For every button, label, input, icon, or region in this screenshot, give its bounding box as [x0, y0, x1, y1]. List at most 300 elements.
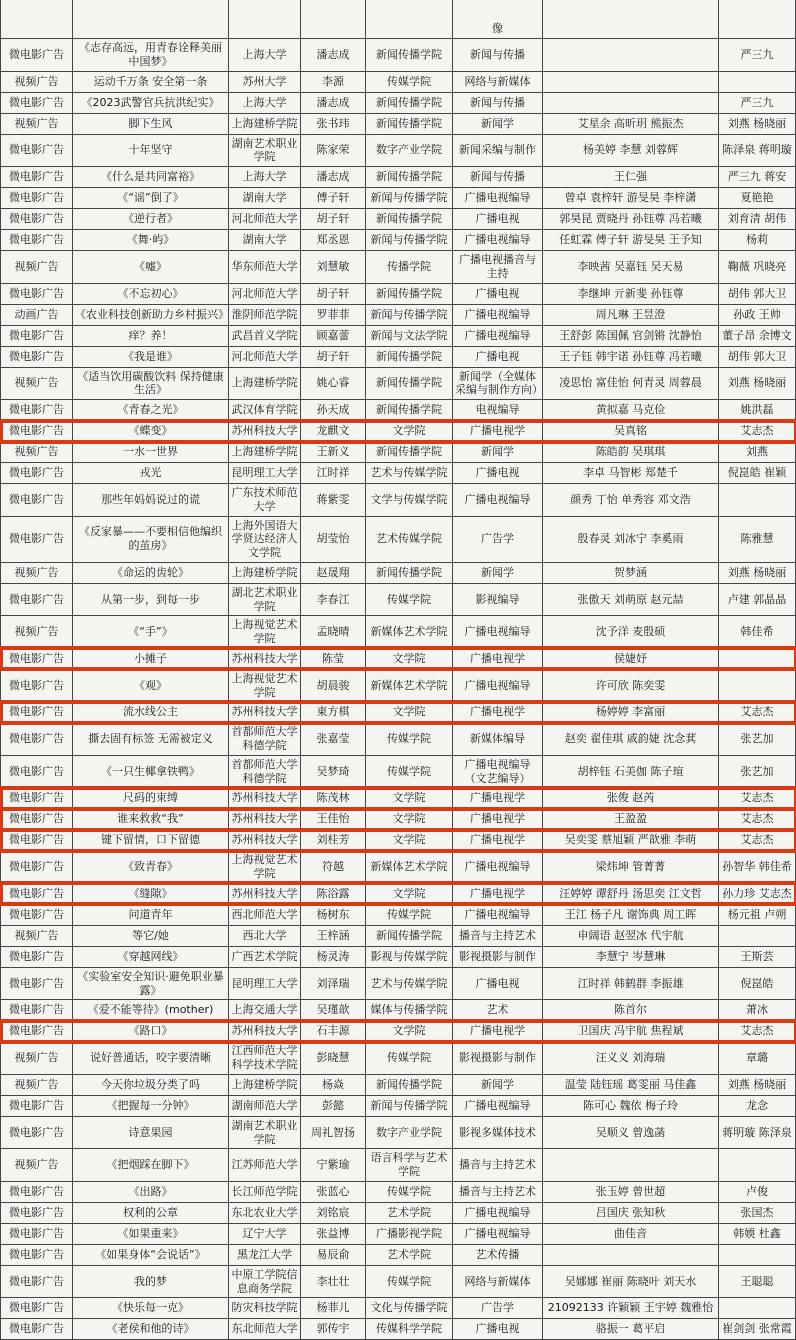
- cell-school: 上海外国语大学贤达经济人文学院: [229, 516, 301, 562]
- cell-major: 广播电视: [453, 283, 543, 304]
- cell-school: 湖南艺术职业学院: [229, 1116, 301, 1149]
- cell-advisors: 刘燕: [719, 442, 796, 463]
- cell-author: 宁紫瑜: [301, 1149, 366, 1182]
- cell-members: 郭昊昆 贾晓丹 孙钰尊 冯若曦: [543, 209, 719, 230]
- cell-major: 广播电视: [453, 1319, 543, 1340]
- cell-major: 播音与主持艺术: [453, 1181, 543, 1202]
- cell-author: 傅子轩: [301, 188, 366, 209]
- cell-school: 河北师范大学: [229, 209, 301, 230]
- cell-advisors: 孙智华 韩佳希: [719, 851, 796, 884]
- cell-advisors: [719, 925, 796, 946]
- cell-major: 新闻学（全媒体采编与制作方向）: [453, 367, 543, 400]
- table-row: [1, 251, 796, 284]
- cell-members: 李慧宁 岑慧琳: [543, 946, 719, 967]
- cell-advisors: 严三九 蒋安: [719, 167, 796, 188]
- cell-major: 广播电视学: [453, 883, 543, 904]
- cell-type: 微电影广告: [1, 1000, 73, 1021]
- cell-author: 符越: [301, 851, 366, 884]
- cell-major: 新闻学: [453, 1074, 543, 1095]
- cell-type: 微电影广告: [1, 946, 73, 967]
- table-row: [1, 1223, 796, 1244]
- cell-college: 新闻与传播学院: [366, 188, 453, 209]
- cell-major: 广告学: [453, 1298, 543, 1319]
- cell-college: 新媒体艺术学院: [366, 669, 453, 702]
- cell-college: 传媒学院: [366, 1265, 453, 1298]
- cell-advisors: 夏艳艳: [719, 188, 796, 209]
- cell-college: 新闻传播学院: [366, 562, 453, 583]
- cell-author: [301, 0, 366, 39]
- table-row: [1, 562, 796, 583]
- cell-advisors: 张艺加: [719, 755, 796, 788]
- cell-school: 湖南大学: [229, 230, 301, 251]
- cell-type: 视频广告: [1, 1042, 73, 1075]
- cell-type: 微电影广告: [1, 1181, 73, 1202]
- cell-members: 殷春灵 刘冰宁 李奚雨: [543, 516, 719, 562]
- cell-type: 视频广告: [1, 71, 73, 92]
- cell-major: 新媒体编导: [453, 723, 543, 756]
- cell-school: 上海建桥学院: [229, 562, 301, 583]
- cell-author: 刘铭宸: [301, 1202, 366, 1223]
- cell-advisors: [719, 0, 796, 39]
- cell-author: 李春江: [301, 583, 366, 616]
- cell-title: 《快乐每一克》: [73, 1298, 229, 1319]
- cell-school: 广东技术师范大学: [229, 484, 301, 517]
- cell-members: 陈可心 魏依 梅子玲: [543, 1095, 719, 1116]
- cell-author: 彭晓慧: [301, 1042, 366, 1075]
- cell-school: 苏州科技大学: [229, 702, 301, 723]
- cell-members: 吴娜娜 崔丽 陈晓叶 刘天水: [543, 1265, 719, 1298]
- cell-type: 微电影广告: [1, 1202, 73, 1223]
- cell-major: 播音与主持艺术: [453, 925, 543, 946]
- cell-school: 湖南艺术职业学院: [229, 134, 301, 167]
- cell-college: 新闻传播学院: [366, 92, 453, 113]
- cell-type: 视频广告: [1, 251, 73, 284]
- cell-college: 传媒学院: [366, 755, 453, 788]
- cell-members: [543, 39, 719, 72]
- cell-advisors: 卢建 郭晶晶: [719, 583, 796, 616]
- cell-author: 刘桂芳: [301, 830, 366, 851]
- cell-advisors: [719, 1244, 796, 1265]
- cell-title: 《“手”》: [73, 616, 229, 649]
- cell-college: 影视与传媒学院: [366, 946, 453, 967]
- cell-members: 许可欣 陈奕雯: [543, 669, 719, 702]
- cell-college: 新闻传播学院: [366, 39, 453, 72]
- cell-members: 梁炜坤 管菁菁: [543, 851, 719, 884]
- cell-advisors: 杨莉: [719, 230, 796, 251]
- cell-members: 王盈盈: [543, 809, 719, 830]
- cell-author: 周礼智扬: [301, 1116, 366, 1149]
- cell-major: 广播电视: [453, 463, 543, 484]
- cell-major: 广告学: [453, 516, 543, 562]
- cell-type: 微电影广告: [1, 967, 73, 1000]
- cell-author: 杨菲儿: [301, 1298, 366, 1319]
- cell-members: 陈首尔: [543, 1000, 719, 1021]
- cell-type: 微电影广告: [1, 134, 73, 167]
- cell-advisors: 艾志杰: [719, 421, 796, 442]
- cell-members: 张傲天 刘萌原 赵元喆: [543, 583, 719, 616]
- table-row: [1, 583, 796, 616]
- table-row: [1, 925, 796, 946]
- cell-college: 传媒学院: [366, 904, 453, 925]
- cell-college: 艺术传媒学院: [366, 516, 453, 562]
- cell-title: 谁来救救“我”: [73, 809, 229, 830]
- cell-college: 艺术学院: [366, 1202, 453, 1223]
- cell-title: 《一只生椰拿铁鸭》: [73, 755, 229, 788]
- cell-major: 广播电视学: [453, 648, 543, 669]
- table-row: [1, 1095, 796, 1116]
- cell-type: 微电影广告: [1, 325, 73, 346]
- cell-school: 上海交通大学: [229, 1000, 301, 1021]
- cell-title: 戎光: [73, 463, 229, 484]
- cell-advisors: 严三九: [719, 39, 796, 72]
- cell-type: 微电影广告: [1, 1265, 73, 1298]
- cell-major: 广播电视编导: [453, 188, 543, 209]
- cell-type: 微电影广告: [1, 484, 73, 517]
- cell-school: 上海视觉艺术学院: [229, 669, 301, 702]
- table-row: [1, 230, 796, 251]
- cell-author: 王新义: [301, 442, 366, 463]
- table-row: [1, 188, 796, 209]
- cell-college: 文学院: [366, 648, 453, 669]
- cell-school: 辽宁大学: [229, 1223, 301, 1244]
- cell-school: 首都师范大学科德学院: [229, 755, 301, 788]
- cell-major: 广播电视学: [453, 809, 543, 830]
- table-row: [1, 851, 796, 884]
- cell-members: 曲佳音: [543, 1223, 719, 1244]
- table-row: [1, 1000, 796, 1021]
- cell-major: 新闻学: [453, 562, 543, 583]
- cell-school: 上海大学: [229, 92, 301, 113]
- cell-school: 上海建桥学院: [229, 1074, 301, 1095]
- cell-major: 广播电视学: [453, 421, 543, 442]
- cell-advisors: 董子昂 余博文: [719, 325, 796, 346]
- table-row: [1, 113, 796, 134]
- cell-members: 曾卓 袁梓轩 游旻昊 李梓潇: [543, 188, 719, 209]
- table-row: [1, 669, 796, 702]
- cell-school: 湖南大学: [229, 188, 301, 209]
- cell-type: 微电影广告: [1, 346, 73, 367]
- cell-type: 微电影广告: [1, 648, 73, 669]
- cell-advisors: 刘燕 杨晓丽: [719, 367, 796, 400]
- cell-members: 杨美婷 李慧 刘蓉辉: [543, 134, 719, 167]
- cell-major: 影视多媒体技术: [453, 1116, 543, 1149]
- cell-college: 传媒学院: [366, 71, 453, 92]
- table-row: [1, 463, 796, 484]
- cell-members: [543, 92, 719, 113]
- cell-college: 新闻传播学院: [366, 400, 453, 421]
- cell-title: 《农业科技创新助力乡村振兴》: [73, 304, 229, 325]
- cell-school: 昆明理工大学: [229, 463, 301, 484]
- cell-type: 微电影广告: [1, 583, 73, 616]
- cell-major: 广播电视编导: [453, 230, 543, 251]
- cell-title: 一水一世界: [73, 442, 229, 463]
- cell-college: 新闻与文法学院: [366, 325, 453, 346]
- cell-major: 广播电视学: [453, 788, 543, 809]
- cell-major: 广播电视学: [453, 1021, 543, 1042]
- cell-advisors: 刘燕 杨晓丽: [719, 113, 796, 134]
- cell-major: 广播电视编导: [453, 325, 543, 346]
- cell-title: 权利的公章: [73, 1202, 229, 1223]
- cell-advisors: [719, 669, 796, 702]
- cell-college: 文学院: [366, 702, 453, 723]
- cell-school: 湖南师范大学: [229, 1095, 301, 1116]
- cell-members: 王舒彭 陈国佩 官剑锵 沈静怡: [543, 325, 719, 346]
- cell-advisors: 艾志杰: [719, 809, 796, 830]
- cell-type: 微电影广告: [1, 669, 73, 702]
- cell-title: 《我是谁》: [73, 346, 229, 367]
- cell-members: 陈皓韵 吴琪琪: [543, 442, 719, 463]
- cell-advisors: [719, 1149, 796, 1182]
- cell-advisors: 杨元祖 卢朔: [719, 904, 796, 925]
- cell-type: 微电影广告: [1, 516, 73, 562]
- cell-school: 中原工学院信息商务学院: [229, 1265, 301, 1298]
- cell-type: 视频广告: [1, 1074, 73, 1095]
- cell-author: 李源: [301, 71, 366, 92]
- cell-college: 传媒学院: [366, 583, 453, 616]
- table-row: [1, 1042, 796, 1075]
- cell-author: 张蓝心: [301, 1181, 366, 1202]
- cell-members: 贺梦涵: [543, 562, 719, 583]
- cell-school: 昆明理工大学: [229, 967, 301, 1000]
- cell-author: 胡莹怡: [301, 516, 366, 562]
- cell-school: 苏州科技大学: [229, 648, 301, 669]
- table-row: [1, 442, 796, 463]
- cell-title: 等它/她: [73, 925, 229, 946]
- cell-major: 影视摄影与制作: [453, 1042, 543, 1075]
- cell-college: 传媒学院: [366, 1181, 453, 1202]
- cell-author: 罗菲菲: [301, 304, 366, 325]
- cell-members: 汪义义 刘海瑞: [543, 1042, 719, 1075]
- cell-school: 西北师范大学: [229, 904, 301, 925]
- cell-members: 杨婷婷 李富丽: [543, 702, 719, 723]
- cell-members: 吴真铭: [543, 421, 719, 442]
- cell-title: 《不忘初心》: [73, 283, 229, 304]
- table-row-highlighted: [1, 788, 796, 809]
- cell-type: 微电影广告: [1, 702, 73, 723]
- cell-title: 《把烟踩在脚下》: [73, 1149, 229, 1182]
- cell-title: 《观》: [73, 669, 229, 702]
- cell-author: 王梓涵: [301, 925, 366, 946]
- cell-advisors: 胡伟 郭大卫: [719, 346, 796, 367]
- cell-type: 视频广告: [1, 1149, 73, 1182]
- table-row: [1, 1319, 796, 1340]
- cell-advisors: 刘燕 杨晓丽: [719, 1074, 796, 1095]
- cell-advisors: 严三九: [719, 92, 796, 113]
- cell-title: 《老侯和他的诗》: [73, 1319, 229, 1340]
- cell-author: 刘慧敏: [301, 251, 366, 284]
- cell-college: 文学与传媒学院: [366, 484, 453, 517]
- cell-title: 键下留情，口下留德: [73, 830, 229, 851]
- cell-type: 微电影广告: [1, 421, 73, 442]
- cell-type: 微电影广告: [1, 830, 73, 851]
- cell-members: 艾星余 高昕玥 熊振杰: [543, 113, 719, 134]
- cell-author: 顾嘉蕾: [301, 325, 366, 346]
- cell-college: 艺术学院: [366, 1244, 453, 1265]
- cell-major: 网络与新媒体: [453, 1265, 543, 1298]
- table-row: [1, 1298, 796, 1319]
- cell-members: 吕国庆 张知秋: [543, 1202, 719, 1223]
- cell-title: 那些年妈妈说过的谎: [73, 484, 229, 517]
- cell-college: 新闻传播学院: [366, 283, 453, 304]
- cell-author: 刘泽瑞: [301, 967, 366, 1000]
- cell-author: 张书玮: [301, 113, 366, 134]
- cell-major: 新闻与传播: [453, 92, 543, 113]
- cell-type: 微电影广告: [1, 1298, 73, 1319]
- cell-title: 《适当饮用碳酸饮料 保持健康生活》: [73, 367, 229, 400]
- cell-title: 从第一步，到每一步: [73, 583, 229, 616]
- cell-school: 淮阴师范学院: [229, 304, 301, 325]
- cell-advisors: 倪崑皓: [719, 967, 796, 1000]
- cell-advisors: 张艺加: [719, 723, 796, 756]
- cell-college: 文化与传播学院: [366, 1298, 453, 1319]
- cell-school: 武昌首义学院: [229, 325, 301, 346]
- cell-author: 张益博: [301, 1223, 366, 1244]
- cell-type: 动画广告: [1, 304, 73, 325]
- cell-author: 陈莹: [301, 648, 366, 669]
- cell-advisors: 刘育清 胡伟: [719, 209, 796, 230]
- cell-college: 传播学院: [366, 251, 453, 284]
- cell-major: 广播电视学: [453, 830, 543, 851]
- cell-title: 《“谣”倒了》: [73, 188, 229, 209]
- table-row-highlighted: [1, 830, 796, 851]
- cell-school: 苏州科技大学: [229, 421, 301, 442]
- cell-school: 黑龙江大学: [229, 1244, 301, 1265]
- cell-advisors: 王聪聪: [719, 1265, 796, 1298]
- cell-members: 吴顺义 曾逸菡: [543, 1116, 719, 1149]
- cell-author: 石丰源: [301, 1021, 366, 1042]
- cell-members: 李映茜 吴嘉钰 吴天易: [543, 251, 719, 284]
- cell-author: 胡子轩: [301, 346, 366, 367]
- cell-members: 王子钰 韩宇诺 孙钰尊 冯若曦: [543, 346, 719, 367]
- cell-advisors: 艾志杰: [719, 702, 796, 723]
- cell-title: 运动千万条 安全第一条: [73, 71, 229, 92]
- cell-members: 吴奕雯 蔡旭颖 严歆雅 李萌: [543, 830, 719, 851]
- cell-title: 《蝶变》: [73, 421, 229, 442]
- cell-type: 微电影广告: [1, 283, 73, 304]
- cell-title: 今天你垃圾分类了吗: [73, 1074, 229, 1095]
- cell-college: 文学院: [366, 421, 453, 442]
- cell-college: 传媒学院: [366, 723, 453, 756]
- cell-major: 艺术: [453, 1000, 543, 1021]
- table-row-highlighted: [1, 421, 796, 442]
- cell-title: 《志存高远，用青春诠释美丽中国梦》: [73, 39, 229, 72]
- cell-major: 广播电视编导: [453, 484, 543, 517]
- cell-school: 东北师范大学: [229, 1319, 301, 1340]
- cell-type: 微电影广告: [1, 904, 73, 925]
- cell-author: 郑丞恩: [301, 230, 366, 251]
- cell-advisors: 王斯芸: [719, 946, 796, 967]
- cell-type: 微电影广告: [1, 723, 73, 756]
- cell-advisors: 陈泽泉 蒋明璇: [719, 134, 796, 167]
- cell-author: 潘志成: [301, 167, 366, 188]
- cell-title: 《2023武警官兵抗洪纪实》: [73, 92, 229, 113]
- table-row: [1, 755, 796, 788]
- cell-author: 潘志成: [301, 92, 366, 113]
- table-row: [1, 209, 796, 230]
- cell-title: 小摊子: [73, 648, 229, 669]
- cell-author: 杨灵涛: [301, 946, 366, 967]
- cell-major: 广播电视编导: [453, 616, 543, 649]
- cell-college: 文学院: [366, 830, 453, 851]
- cell-type: 微电影广告: [1, 39, 73, 72]
- cell-college: [366, 0, 453, 39]
- cell-author: 陈浴露: [301, 883, 366, 904]
- cell-major: 像: [453, 0, 543, 39]
- cell-author: 郭传宇: [301, 1319, 366, 1340]
- cell-type: 微电影广告: [1, 230, 73, 251]
- cell-members: 赵奕 翟佳琪 戚韵婕 沈念萁: [543, 723, 719, 756]
- cell-title: 诗意果园: [73, 1116, 229, 1149]
- cell-author: 胡子轩: [301, 209, 366, 230]
- table-row: [1, 0, 796, 39]
- cell-title: 问道青年: [73, 904, 229, 925]
- cell-type: 微电影广告: [1, 167, 73, 188]
- cell-author: 杨焱: [301, 1074, 366, 1095]
- cell-title: 《命运的齿轮》: [73, 562, 229, 583]
- cell-type: 视频广告: [1, 562, 73, 583]
- cell-major: 广播电视: [453, 346, 543, 367]
- cell-advisors: 孙力珍 艾志杰: [719, 883, 796, 904]
- cell-title: 脚下生风: [73, 113, 229, 134]
- cell-author: 李壮壮: [301, 1265, 366, 1298]
- cell-members: 江时祥 韩鹤群 李振雄: [543, 967, 719, 1000]
- cell-type: 微电影广告: [1, 1021, 73, 1042]
- table-row: [1, 967, 796, 1000]
- cell-school: [229, 0, 301, 39]
- cell-author: 王佳怡: [301, 809, 366, 830]
- cell-advisors: 蒋明璇 陈泽泉: [719, 1116, 796, 1149]
- cell-major: 影视编导: [453, 583, 543, 616]
- cell-author: 潘志成: [301, 39, 366, 72]
- cell-college: 语言科学与艺术学院: [366, 1149, 453, 1182]
- cell-author: 姚心睿: [301, 367, 366, 400]
- cell-title: 《把握每一分钟》: [73, 1095, 229, 1116]
- cell-author: 赵晟翔: [301, 562, 366, 583]
- cell-members: 沈予洋 麦殷硕: [543, 616, 719, 649]
- cell-members: 颜秀 丁怡 单秀容 邓文浩: [543, 484, 719, 517]
- table-row: [1, 484, 796, 517]
- cell-advisors: 艾志杰: [719, 1021, 796, 1042]
- cell-college: 文学院: [366, 1021, 453, 1042]
- cell-author: 孟晓晴: [301, 616, 366, 649]
- cell-school: 河北师范大学: [229, 283, 301, 304]
- cell-members: 张俊 赵芮: [543, 788, 719, 809]
- cell-author: 陈茂林: [301, 788, 366, 809]
- table-row: [1, 904, 796, 925]
- cell-members: 任虹霖 傅子轩 游旻昊 王予知: [543, 230, 719, 251]
- cell-advisors: 崔剑剑 张常霞: [719, 1319, 796, 1340]
- cell-author: 胡子轩: [301, 283, 366, 304]
- cell-title: 痒？养！: [73, 325, 229, 346]
- cell-college: 文学院: [366, 788, 453, 809]
- cell-members: 汪婷婷 谭舒丹 汤思奕 江文哲: [543, 883, 719, 904]
- cell-members: 骆振一 葛平启: [543, 1319, 719, 1340]
- cell-author: 龙麒文: [301, 421, 366, 442]
- cell-college: 新闻传播学院: [366, 1074, 453, 1095]
- table-row: [1, 1181, 796, 1202]
- cell-school: 苏州科技大学: [229, 830, 301, 851]
- cell-school: 河北师范大学: [229, 346, 301, 367]
- cell-type: 视频广告: [1, 367, 73, 400]
- cell-title: 流水线公主: [73, 702, 229, 723]
- table-row-highlighted: [1, 883, 796, 904]
- cell-type: 微电影广告: [1, 1244, 73, 1265]
- cell-major: 广播电视编导: [453, 304, 543, 325]
- cell-author: 江时祥: [301, 463, 366, 484]
- cell-school: 防灾科技学院: [229, 1298, 301, 1319]
- cell-members: 卫国庆 冯宇航 焦程斌: [543, 1021, 719, 1042]
- cell-school: 湖北艺术职业学院: [229, 583, 301, 616]
